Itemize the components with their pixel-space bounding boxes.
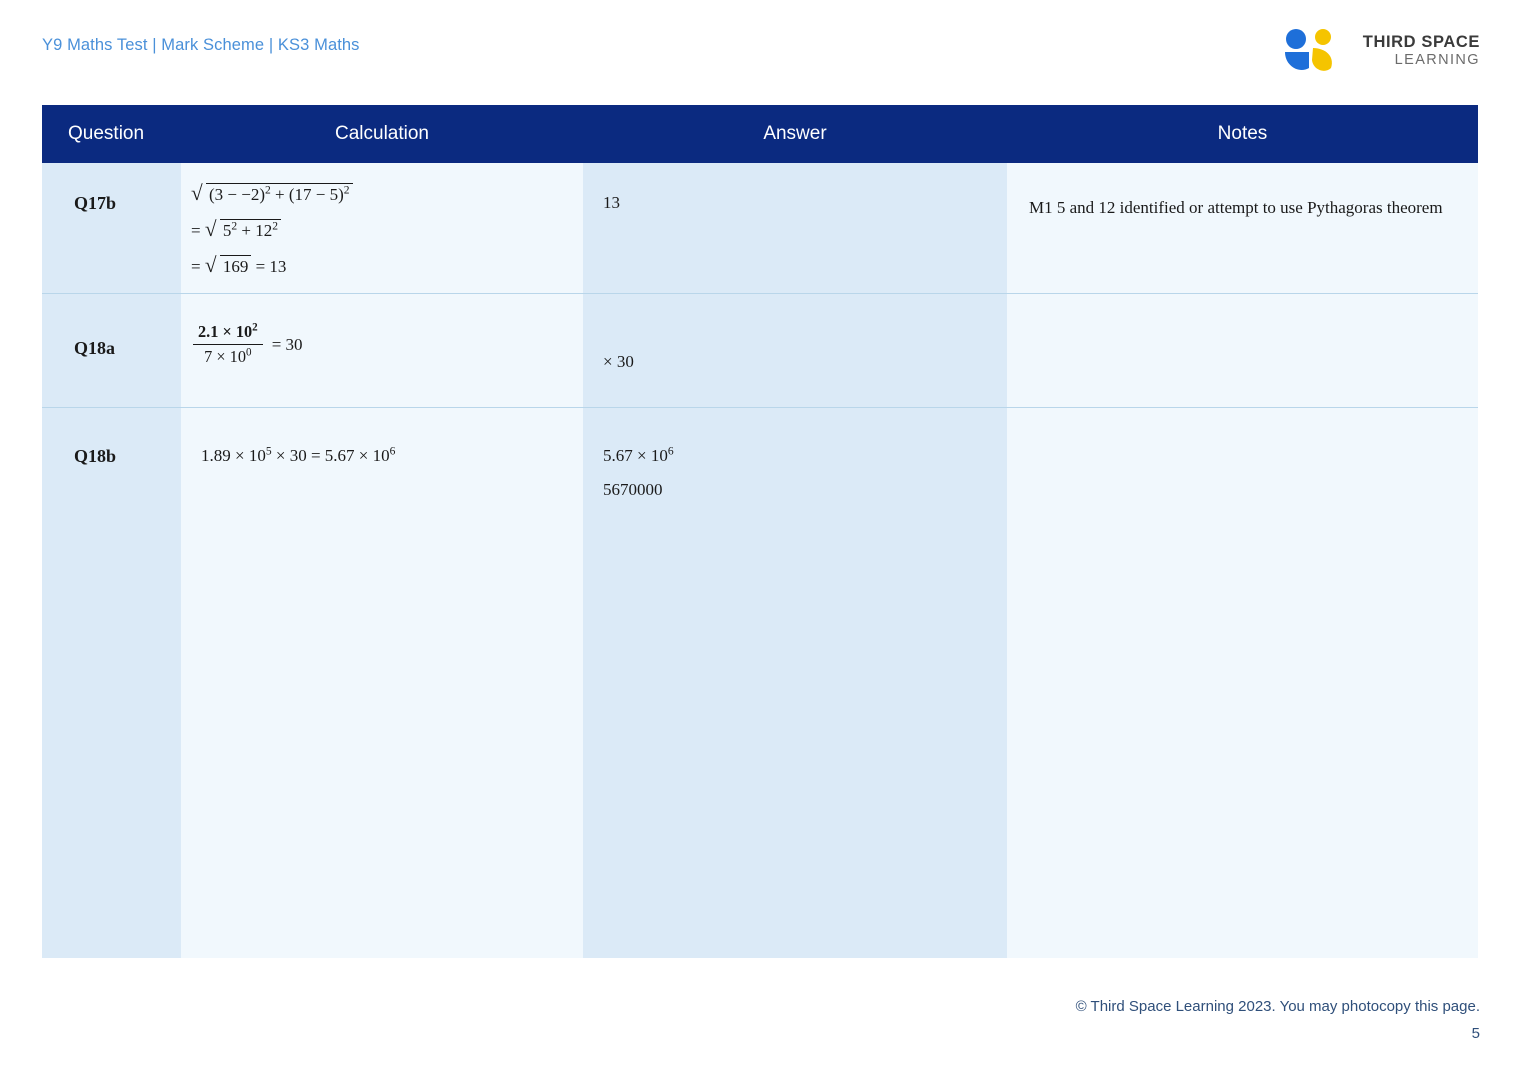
- column-header-answer: Answer: [583, 105, 1007, 163]
- row-notes: [1007, 294, 1478, 408]
- row-calculation: [181, 408, 583, 959]
- third-space-learning-logo-icon: [1279, 28, 1351, 74]
- row-notes: M1 5 and 12 identified or attempt to use Pythagoras theorem: [1007, 163, 1478, 294]
- page-number: 5: [1471, 1025, 1480, 1042]
- calculation-line: √ $(3 - -2)^2 + (17 - 5)^2$: [191, 183, 583, 205]
- row-notes: [1007, 408, 1478, 959]
- brand-name-line2: LEARNING: [1394, 52, 1480, 69]
- column-header-question: Question: [42, 105, 181, 163]
- table-row: [42, 408, 1478, 959]
- calculation-line: $1.89 \times 10^5 \times 30 = 5.67 \times 10^6$: [201, 444, 396, 465]
- row-answer: 13: [583, 163, 1007, 294]
- calculation-line: $\frac{2.1 \times 10^2}{7 \times 10^0}$ = 30: [191, 322, 303, 367]
- table-row: [42, 163, 1478, 294]
- page-header: [0, 0, 1528, 100]
- row-question-label: Q18b: [42, 408, 181, 959]
- answer-line: 5670000: [603, 480, 663, 499]
- row-answer: × 30: [583, 294, 1007, 408]
- table-header-row: [42, 105, 1478, 163]
- calculation-line: = √ $5^2 + 12^2$: [191, 219, 583, 241]
- answer-line: $5.67 \times 10^6$: [603, 444, 674, 465]
- document-title: Y9 Maths Test | Mark Scheme | KS3 Maths: [42, 36, 360, 54]
- row-calculation: [181, 294, 583, 408]
- brand-lockup: [1279, 28, 1480, 74]
- brand-name-line1: THIRD SPACE: [1362, 33, 1480, 52]
- calculation-line: = √ 169 = 13: [191, 255, 583, 277]
- column-header-notes: Notes: [1007, 105, 1478, 163]
- page-footer: [1076, 998, 1480, 1042]
- table-header: [42, 105, 1478, 163]
- mark-scheme-table: [42, 105, 1478, 958]
- row-calculation: [181, 163, 583, 294]
- copyright-text: © Third Space Learning 2023. You may photocopy this page.: [1075, 998, 1480, 1015]
- table-body: [42, 163, 1478, 958]
- column-header-calculation: Calculation: [181, 105, 583, 163]
- row-answer: [583, 408, 1007, 959]
- table-row: [42, 294, 1478, 408]
- row-question-label: Q18a: [42, 294, 181, 408]
- row-question-label: Q17b: [42, 163, 181, 294]
